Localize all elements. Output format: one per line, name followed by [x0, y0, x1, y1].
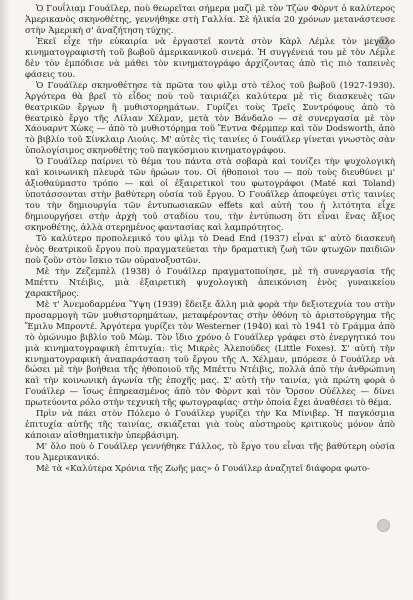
paragraph: Τὸ καλύτερο προπολεμικό του φὶλμ τὸ Dead End (1937) εἶναι κ' αὐτὸ διασκευὴ ἑνὸς θεατρικοῦ ἔργου ποὺ πραγματεύεται τὴν δραματικὴ ζωὴ τῶν φτωχῶν παιδιῶν ποὺ ζοῦν στὸν ἴσκιο τῶν οὐρανοξυστῶν. — [25, 234, 395, 266]
page-edge-shadow — [0, 0, 10, 600]
punch-hole — [377, 519, 390, 532]
paragraph: Ὁ Γουάϊλερ παίρνει τὸ θέμα του πάντα στὰ σοβαρὰ καὶ τονίζει τὴν ψυχολογικὴ καὶ κοινωνικὴ πλευρὰ τῶν ἡρώων του. Οἱ ἠθοποιοὶ του — ποὺ τοὺς διευθύνει μ' ἀξιοθαύμαστο τρόπο — καὶ οἱ ἐξαιρετικοὶ του φωτογράφοι (Maté καὶ Toland) ὑποτάσσονται στὴν βαθύτερη οὐσία τοῦ ἔργου. Ὁ Γουάϊλερ ἀποφεύγει στὶς ταινίες του τὴν δημιουργία τῶν ἐντυπωσιακῶν effets καὶ αὐτὴ του ἡ λιτότητα εἶχε δημιουργήσει στὴν ἀρχὴ τοῦ σταδίου του, τὴν ἐντύπωση ὅτι εἶναι ἕνας ἄξιος σκηνοθέτης, ἀλλὰ στερημένος φαντασίας καὶ λαμπρότητος. — [25, 157, 395, 234]
paragraph: Πρὶν νὰ πάει στὸν Πόλεμο ὁ Γουάϊλερ γυρίζει τὴν Κα Μίνιβερ. Ἡ παγκόσμια ἐπιτυχία αὐτῆς τῆς ταινίας, σκιάζεται γιὰ τοὺς αὐστηροὺς κριτικοὺς μόνον ἀπὸ κάποιαν αἰσθηματικὴν ὑπερβάσιμη. — [25, 409, 395, 442]
article-body — [25, 4, 395, 475]
paragraph: Μὲ τ' Ἀνεμοδαρμένα Ὕψη (1939) ἔδειξε ἄλλη μιὰ φορὰ τὴν δεξιοτεχνία του στὴν προσαρμογὴ τῶν μυθιστορημάτων, μεταφέροντας στὴν ὀθόνη τὸ ἀριστούργημα τῆς Ἔμιλυ Μπροντέ. Ἀργότερα γυρίζει τὸν Westerner (1940) καὶ τὸ 1941 τὸ Γράμμα ἀπὸ τὸ ὁμώνυμο βιβλίο τοῦ Μὼμ. Τὸν ἴδιο χρόνο ὁ Γουάϊλερ γράφει στὸ ἐνεργητικό του μιὰ κινηματογραφικὴ ἐπιτυχία: τὶς Μικρὲς Ἀλεπούδες (Little Foxes). Σ' αὐτὴ τὴν κινηματογραφικὴ ἀναπαράσταση τοῦ ἔργου τῆς Λ. Χέλμαν, μπόρεσε ὁ Γουάϊλερ νὰ δώσει μὲ τὴν βοήθεια τῆς ἠθοποιοῦ τῆς Μπέττυ Ντέιβις, πολλὰ ἀπὸ τὴν ἀνθρώπινη καὶ τὴν κοινωνικὴ ἀγωνία τῆς ἐποχῆς μας. Σ' αὐτὴ τὴν ταινία, γιὰ πρώτη φορὰ ὁ Γουάϊλερ — ἴσως ἐπηρεασμένος ἀπὸ τὸν Φὸρντ καὶ τὸν Ὄρσον Οὐέλλες — δίνει πρωτεύοντα ρόλο στὴν τεχνικὴ τῆς φωτογραφίας· στὴν ὁποία ἔχει ἀναθέσει τὸ θέμα. — [25, 299, 395, 409]
paragraph: Ἐκεῖ εἶχε τὴν εὐκαιρία νὰ ἐργαστεῖ κοντὰ στὸν Κὰρλ Λέμλε τὸν μεγάλο κινηματογραφιστὴ τοῦ βωβοῦ ἀμερικανικοῦ σινεμά. Ἡ συγγένειά του μὲ τὸν Λέμλε δὲν τὸν ἐμπόδισε νὰ μάθει τὸν κινηματογράφο ἀρχίζοντας ἀπὸ τὶς πιὸ ταπεινὲς φάσεις του. — [25, 36, 395, 80]
paragraph: Μ' ὅλο ποὺ ὁ Γουάϊλερ γεννήθηκε Γάλλος, τὸ ἔργο του εἶναι τῆς βαθύτερη οὐσία του Ἀμερικανικό. — [25, 442, 395, 464]
paragraph: Ὁ Γουάϊλερ σκηνοθέτησε τὰ πρῶτα του φὶλμ στὸ τέλος τοῦ βωβοῦ (1927-1930). Ἀργότερα θὰ βρεῖ τὸ εἶδος ποὺ τοῦ ταιριάζει καλύτερα μὲ τὶς διασκευὲς τῶν θεατρικῶν ἔργων ἢ μυθιστορημάτων. Γυρίζει τοὺς Τρεῖς Συντρόφους ἀπὸ τὸ θεατρικὸ ἔργο τῆς Λίλιαν Χέλμαν, μετὰ τὸν Βάνδαλο — σὲ συνεργασία μὲ τὸν Χάουαρντ Χὼκς — ἀπὸ τὸ μυθιστόρημα τοῦ Ἔντνα Φέρμπερ καὶ τὸν Dodsworth, ἀπὸ τὸ βιβλίο τοῦ Σίνκλαιρ Λιούις. Μ' αὐτὲς τὶς ταινίες ὁ Γουάϊλερ γίνεται γνωστὸς σὰν ὑπολογίσιμος σκηνοθέτης τοῦ παγκόσμιου κινηματογράφου. — [25, 80, 395, 157]
paragraph: Ὁ Γουΐλιαμ Γουάϊλερ, ποὺ θεωρεῖται σήμερα μαζὶ μὲ τὸν Τζὼν Φὸρντ ὁ καλύτερος Ἀμερικανὸς σκηνοθέτης, γεννήθηκε στὴ Γαλλία. Σὲ ἡλικία 20 χρόνων μετανάστευσε στὴν Ἀμερικὴ σ' ἀναζήτηση τύχης. — [25, 4, 395, 36]
paragraph: Μὲ τὰ «Καλύτερα Χρόνια τῆς Ζωῆς μας» ὁ Γουάϊλερ ἀναζητεῖ διάφορα φωτο- — [36, 464, 370, 475]
paragraph: Μὲ τὴν Ζεζεμπὲλ (1938) ὁ Γουάϊλερ πραγματοποίησε, μὲ τὴ συνεργασία τῆς Μπέττυ Ντέιβις, μιὰ ἐξαιρετικὴ ψυχολογικὴ ἀπεικόνιση ἑνὸς γυναικείου χαρακτῆρος. — [25, 266, 395, 299]
